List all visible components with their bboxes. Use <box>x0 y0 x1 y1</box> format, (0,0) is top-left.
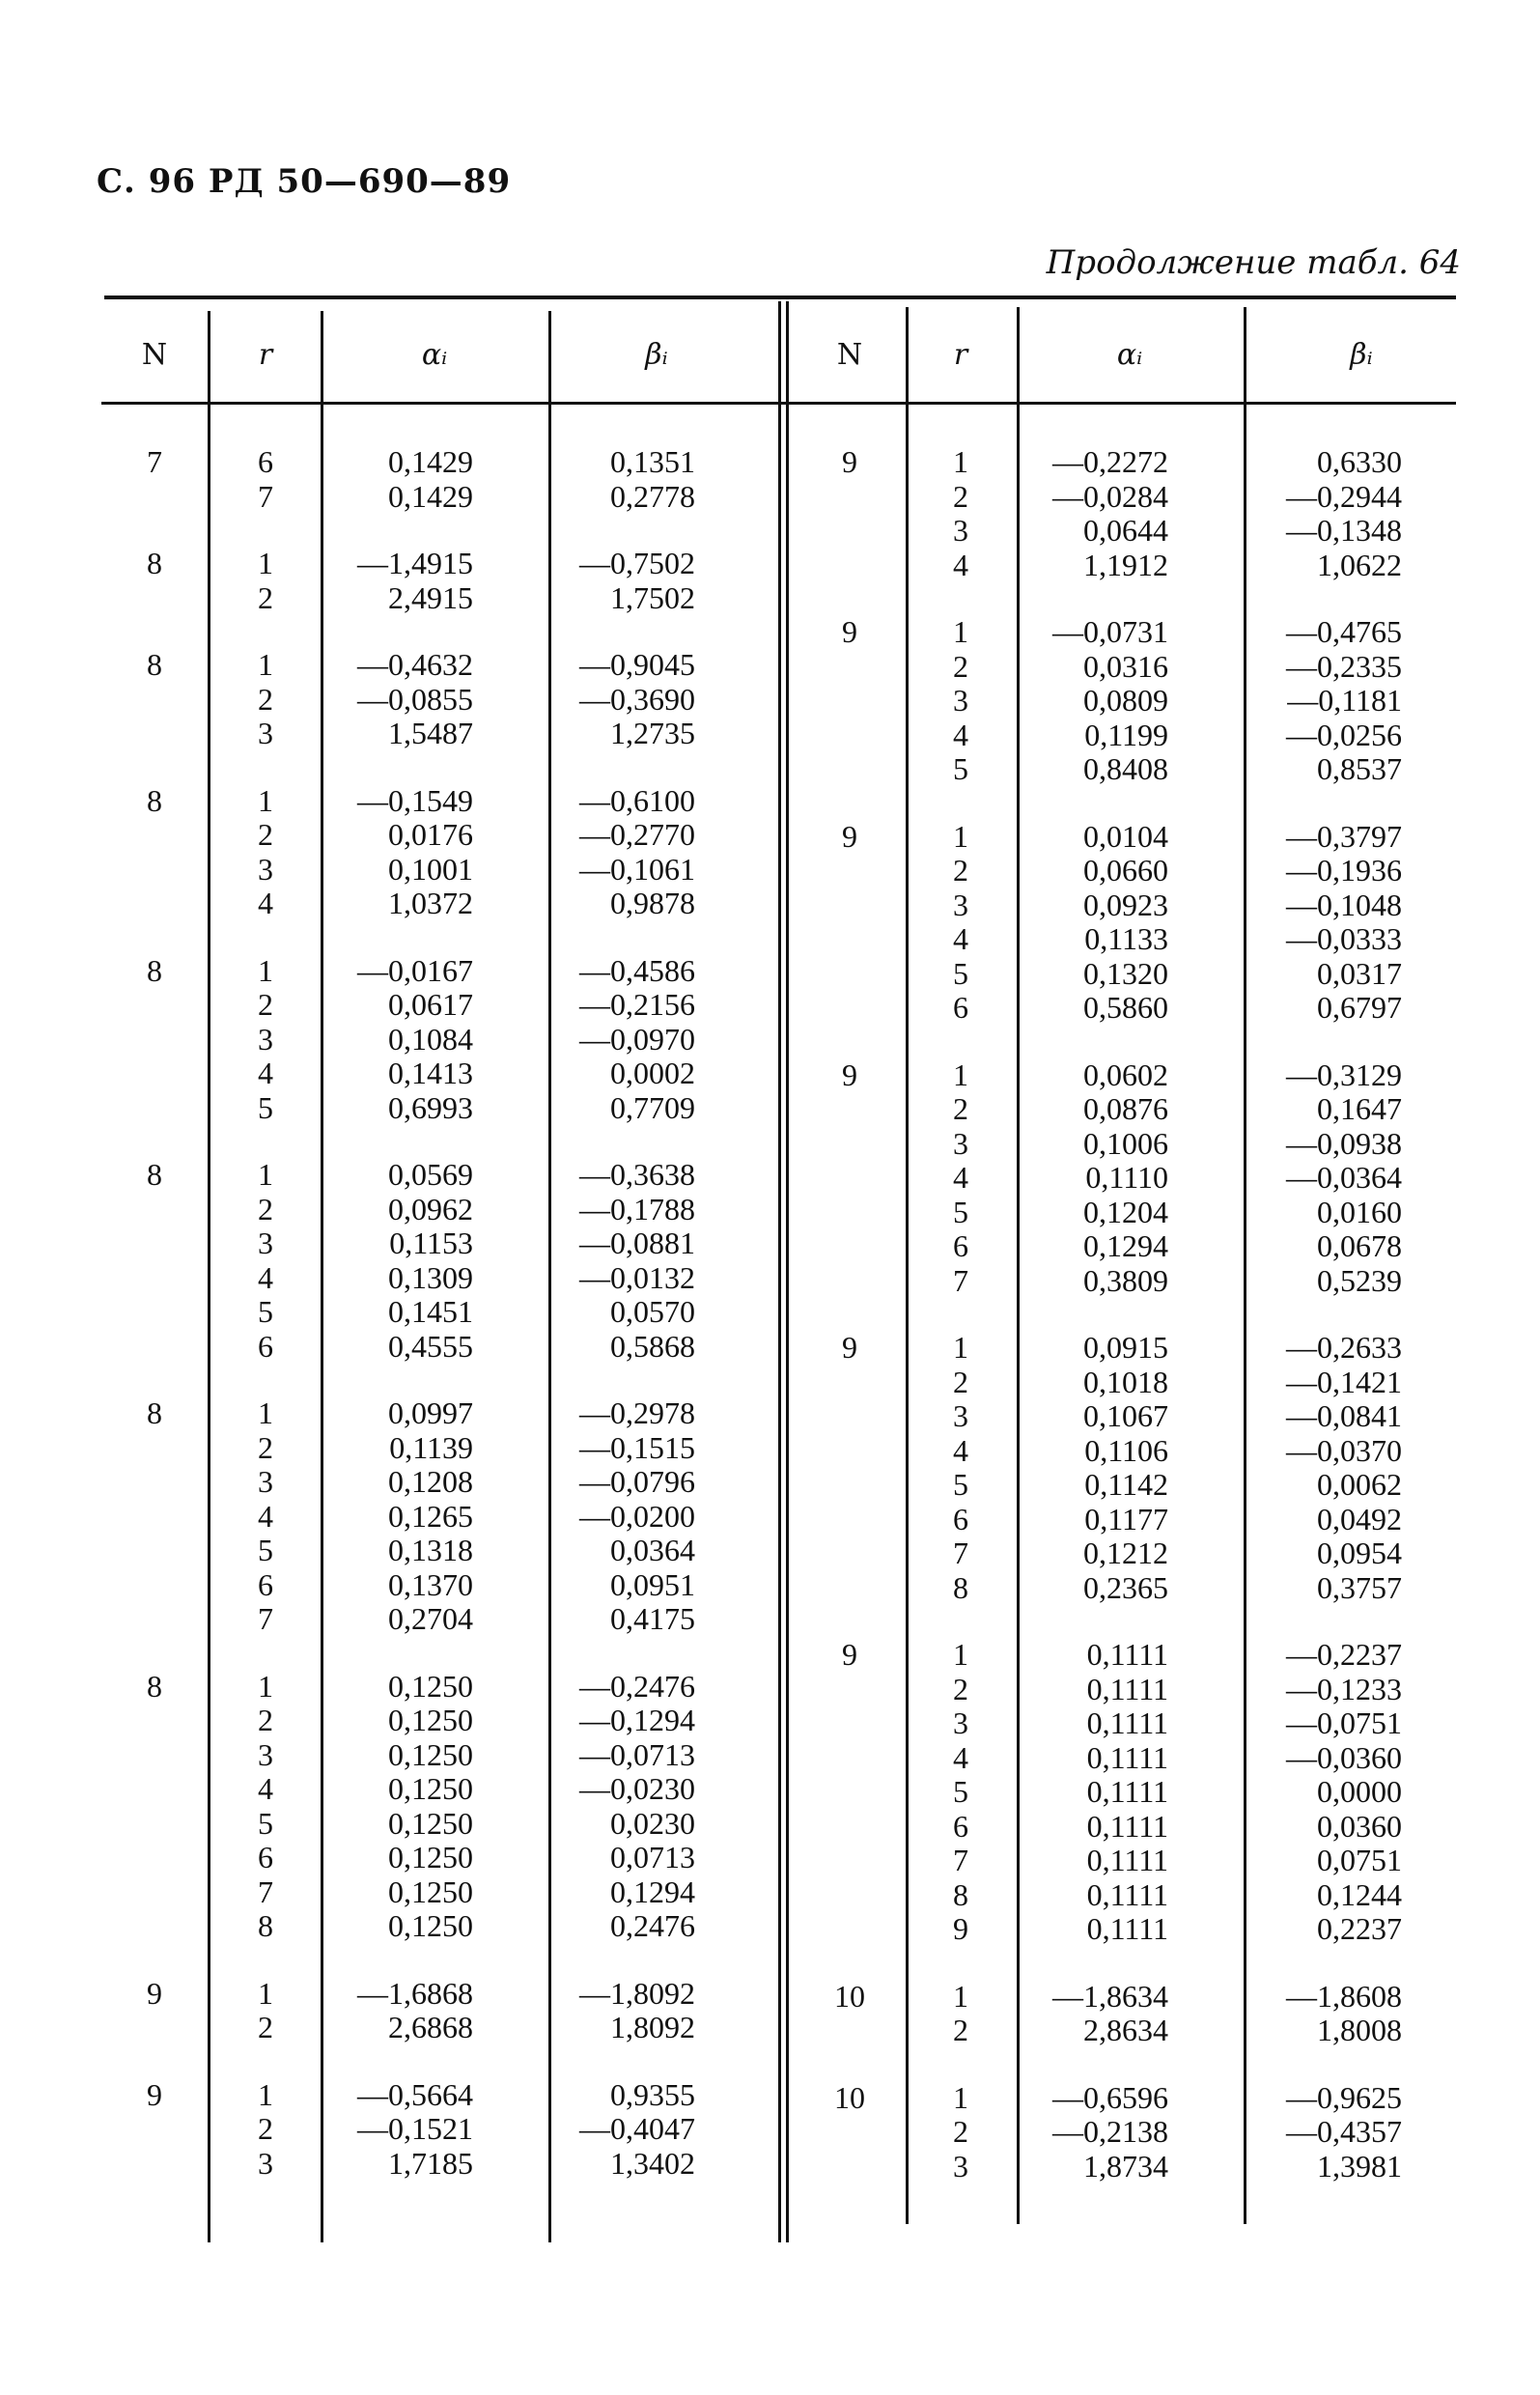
beta-value: 0,1294 <box>610 1874 695 1909</box>
beta-value: —0,1048 <box>1286 887 1402 922</box>
row-r-value: 4 <box>258 1498 273 1534</box>
beta-value: —0,3129 <box>1286 1057 1402 1092</box>
row-r-value: 2 <box>258 817 273 852</box>
row-r-value: 2 <box>953 2114 968 2149</box>
alpha-value: 1,5487 <box>388 716 473 750</box>
alpha-value: 0,0923 <box>1083 887 1168 922</box>
row-r-value: 8 <box>953 1569 968 1605</box>
row-r-value: 2 <box>953 648 968 684</box>
beta-value: 0,2778 <box>610 478 695 514</box>
beta-value: —0,0970 <box>579 1021 695 1057</box>
beta-value: —0,4765 <box>1286 614 1402 649</box>
alpha-value: 0,1111 <box>1086 1911 1168 1946</box>
row-r-value: 3 <box>258 1736 273 1772</box>
alpha-value: 0,1250 <box>388 1703 473 1737</box>
beta-value: 0,8537 <box>1317 751 1402 786</box>
alpha-value: —0,0855 <box>357 681 473 717</box>
alpha-value: 0,0962 <box>388 1191 473 1226</box>
alpha-value: 0,1250 <box>388 1805 473 1841</box>
beta-value: —0,7502 <box>579 546 695 580</box>
alpha-value: 0,1250 <box>388 1874 473 1909</box>
row-r-value: 1 <box>953 818 968 854</box>
beta-value: —0,2476 <box>579 1668 695 1704</box>
alpha-value: 0,1250 <box>388 1771 473 1806</box>
alpha-value: —1,4915 <box>357 546 473 580</box>
row-r-value: 2 <box>953 1364 968 1399</box>
row-r-value: 3 <box>258 716 273 750</box>
group-n-value: 8 <box>147 1395 162 1430</box>
table-continuation-caption: Продолжение табл. 64 <box>1046 243 1461 282</box>
alpha-value: 0,1153 <box>389 1226 473 1260</box>
beta-value: —0,0796 <box>579 1464 695 1499</box>
alpha-value: 0,1177 <box>1084 1501 1168 1536</box>
alpha-value: 0,0876 <box>1083 1091 1168 1126</box>
alpha-value: 0,1111 <box>1086 1876 1168 1912</box>
group-n-value: 8 <box>147 782 162 818</box>
row-r-value: 3 <box>953 1705 968 1740</box>
row-r-value: 1 <box>258 1395 273 1430</box>
beta-value: 0,0000 <box>1317 1774 1402 1809</box>
beta-value: 0,5868 <box>610 1328 695 1364</box>
beta-value: —0,0200 <box>579 1498 695 1534</box>
alpha-value: 0,1212 <box>1083 1536 1168 1570</box>
row-r-value: 1 <box>258 952 273 988</box>
alpha-value: 0,1067 <box>1083 1398 1168 1433</box>
beta-value: 0,3757 <box>1317 1569 1402 1605</box>
alpha-value: 0,1111 <box>1086 1843 1168 1877</box>
beta-value: —1,8092 <box>579 1975 695 2011</box>
alpha-value: —0,6596 <box>1052 2079 1168 2115</box>
beta-value: —1,8608 <box>1286 1978 1402 2014</box>
row-r-value: 7 <box>953 1843 968 1877</box>
beta-value: —0,0364 <box>1286 1160 1402 1195</box>
beta-value: —0,1421 <box>1286 1364 1402 1399</box>
beta-value: 0,0160 <box>1317 1194 1402 1229</box>
alpha-value: 0,1250 <box>388 1736 473 1772</box>
alpha-value: 0,1451 <box>388 1294 473 1329</box>
alpha-value: 0,1084 <box>388 1021 473 1057</box>
alpha-value: 0,1133 <box>1084 921 1168 956</box>
beta-value: —0,0132 <box>579 1259 695 1295</box>
alpha-value: 0,1111 <box>1086 1774 1168 1809</box>
beta-value: 0,1244 <box>1317 1876 1402 1912</box>
beta-value: 1,8008 <box>1317 2013 1402 2047</box>
alpha-value: —0,1549 <box>357 782 473 818</box>
row-r-value: 2 <box>258 1429 273 1465</box>
row-r-value: 5 <box>258 1089 273 1125</box>
alpha-value: 0,5860 <box>1083 990 1168 1025</box>
alpha-value: 0,1370 <box>388 1566 473 1602</box>
beta-value: —0,0751 <box>1286 1705 1402 1740</box>
row-r-value: 1 <box>258 2076 273 2112</box>
beta-value: —0,1181 <box>1287 683 1402 718</box>
row-r-value: 4 <box>953 1160 968 1195</box>
row-r-value: 2 <box>953 853 968 888</box>
row-r-value: 3 <box>258 1021 273 1057</box>
alpha-value: 0,1111 <box>1086 1739 1168 1775</box>
row-r-value: 3 <box>258 2145 273 2181</box>
row-r-value: 4 <box>258 886 273 920</box>
beta-value: —0,0333 <box>1286 921 1402 956</box>
alpha-value: 0,1106 <box>1084 1432 1168 1468</box>
row-r-value: 4 <box>258 1259 273 1295</box>
group-n-value: 10 <box>834 2079 865 2115</box>
row-r-value: 1 <box>258 1975 273 2011</box>
beta-value: —0,9625 <box>1286 2079 1402 2115</box>
col-header-alpha: αᵢ <box>421 338 448 372</box>
beta-value: —0,2770 <box>579 817 695 852</box>
row-r-value: 1 <box>953 1057 968 1092</box>
alpha-value: 0,4555 <box>388 1328 473 1364</box>
col-header-r: r <box>953 338 968 372</box>
row-r-value: 5 <box>258 1294 273 1329</box>
beta-value: 0,4175 <box>610 1601 695 1636</box>
alpha-value: 0,3809 <box>1083 1262 1168 1298</box>
alpha-value: 0,1018 <box>1083 1364 1168 1399</box>
row-r-value: 6 <box>953 1228 968 1263</box>
alpha-value: 0,1001 <box>388 851 473 887</box>
beta-value: —0,1294 <box>579 1703 695 1737</box>
alpha-value: 0,0176 <box>388 817 473 852</box>
alpha-value: 2,8634 <box>1083 2013 1168 2047</box>
group-n-value: 8 <box>147 1157 162 1192</box>
alpha-value: 0,0809 <box>1083 683 1168 718</box>
beta-value: 0,0951 <box>610 1566 695 1602</box>
row-r-value: 1 <box>258 782 273 818</box>
alpha-value: —0,2138 <box>1052 2114 1168 2149</box>
beta-value: 1,8092 <box>610 2010 695 2044</box>
alpha-value: 0,1111 <box>1086 1671 1168 1706</box>
alpha-value: —0,2272 <box>1052 444 1168 479</box>
alpha-value: 0,0569 <box>388 1157 473 1192</box>
alpha-value: 1,1912 <box>1083 547 1168 582</box>
col-header-beta: βᵢ <box>645 338 668 372</box>
alpha-value: 0,1208 <box>388 1464 473 1499</box>
beta-value: 0,0002 <box>610 1056 695 1090</box>
beta-value: 0,0713 <box>610 1840 695 1874</box>
row-r-value: 2 <box>953 1671 968 1706</box>
row-r-value: 2 <box>258 681 273 717</box>
row-r-value: 2 <box>258 1703 273 1737</box>
beta-value: 1,7502 <box>610 579 695 615</box>
beta-value: —0,0713 <box>579 1736 695 1772</box>
beta-value: —0,2944 <box>1286 478 1402 514</box>
alpha-value: 0,1294 <box>1083 1228 1168 1263</box>
beta-value: —0,1936 <box>1286 853 1402 888</box>
col-header-n: N <box>836 338 863 372</box>
group-n-value: 9 <box>842 1330 857 1365</box>
alpha-value: —0,4632 <box>357 647 473 682</box>
alpha-value: 1,7185 <box>388 2145 473 2181</box>
beta-value: 0,2476 <box>610 1908 695 1943</box>
column-divider-double <box>778 301 781 2242</box>
beta-value: 0,7709 <box>610 1089 695 1125</box>
alpha-value: 0,1111 <box>1086 1808 1168 1844</box>
alpha-value: 0,2704 <box>388 1601 473 1636</box>
beta-value: 0,0230 <box>610 1805 695 1841</box>
beta-value: 1,3981 <box>1317 2148 1402 2184</box>
beta-value: —0,0881 <box>579 1226 695 1260</box>
alpha-value: 0,1139 <box>389 1429 473 1465</box>
row-r-value: 1 <box>953 1637 968 1672</box>
beta-value: 0,1351 <box>610 444 695 479</box>
alpha-value: 0,1309 <box>388 1259 473 1295</box>
row-r-value: 7 <box>258 1601 273 1636</box>
row-r-value: 6 <box>953 1808 968 1844</box>
row-r-value: 3 <box>258 851 273 887</box>
alpha-value: —1,8634 <box>1052 1978 1168 2014</box>
row-r-value: 1 <box>258 546 273 580</box>
alpha-value: 0,8408 <box>1083 751 1168 786</box>
row-r-value: 7 <box>258 478 273 514</box>
row-r-value: 7 <box>953 1262 968 1298</box>
row-r-value: 1 <box>953 1330 968 1365</box>
alpha-value: 0,1142 <box>1084 1467 1168 1502</box>
row-r-value: 5 <box>258 1533 273 1567</box>
beta-value: —0,1061 <box>579 851 695 887</box>
alpha-value: —0,0284 <box>1052 478 1168 514</box>
row-r-value: 7 <box>953 1536 968 1570</box>
alpha-value: —0,0167 <box>357 952 473 988</box>
row-r-value: 6 <box>953 990 968 1025</box>
alpha-value: 1,8734 <box>1083 2148 1168 2184</box>
beta-value: 0,1647 <box>1317 1091 1402 1126</box>
alpha-value: 0,0997 <box>388 1395 473 1430</box>
beta-value: —0,0841 <box>1286 1398 1402 1433</box>
row-r-value: 5 <box>953 1194 968 1229</box>
alpha-value: 0,1429 <box>388 478 473 514</box>
row-r-value: 3 <box>953 1398 968 1433</box>
row-r-value: 4 <box>953 717 968 752</box>
alpha-value: 1,0372 <box>388 886 473 920</box>
alpha-value: 0,1250 <box>388 1908 473 1943</box>
row-r-value: 4 <box>953 1739 968 1775</box>
row-r-value: 2 <box>258 579 273 615</box>
alpha-value: 0,1199 <box>1084 717 1168 752</box>
beta-value: 0,2237 <box>1317 1911 1402 1946</box>
beta-value: —0,0256 <box>1286 717 1402 752</box>
alpha-value: 2,4915 <box>388 579 473 615</box>
row-r-value: 3 <box>953 683 968 718</box>
beta-value: —0,1515 <box>579 1429 695 1465</box>
group-n-value: 9 <box>147 2076 162 2112</box>
group-n-value: 8 <box>147 647 162 682</box>
beta-value: —0,1233 <box>1286 1671 1402 1706</box>
alpha-value: —0,0731 <box>1052 614 1168 649</box>
row-r-value: 8 <box>953 1876 968 1912</box>
row-r-value: 2 <box>258 2010 273 2044</box>
row-r-value: 5 <box>953 955 968 991</box>
alpha-value: 0,1111 <box>1086 1705 1168 1740</box>
row-r-value: 7 <box>258 1874 273 1909</box>
row-r-value: 2 <box>258 987 273 1022</box>
alpha-value: 0,1265 <box>388 1498 473 1534</box>
alpha-value: —0,5664 <box>357 2076 473 2112</box>
row-r-value: 5 <box>953 1467 968 1502</box>
group-n-value: 9 <box>842 614 857 649</box>
alpha-value: 0,1320 <box>1083 955 1168 991</box>
group-n-value: 9 <box>147 1975 162 2011</box>
beta-value: —0,6100 <box>579 782 695 818</box>
alpha-value: 0,2365 <box>1083 1569 1168 1605</box>
row-r-value: 3 <box>953 2148 968 2184</box>
group-n-value: 8 <box>147 1668 162 1704</box>
alpha-value: 0,1429 <box>388 444 473 479</box>
alpha-value: 0,1111 <box>1086 1637 1168 1672</box>
row-r-value: 4 <box>953 1432 968 1468</box>
row-r-value: 1 <box>258 1668 273 1704</box>
row-r-value: 2 <box>953 2013 968 2047</box>
col-header-r: r <box>258 338 273 372</box>
row-r-value: 1 <box>953 1978 968 2014</box>
beta-value: —0,3690 <box>579 681 695 717</box>
row-r-value: 5 <box>258 1805 273 1841</box>
row-r-value: 8 <box>258 1908 273 1943</box>
alpha-value: 0,0660 <box>1083 853 1168 888</box>
beta-value: 1,3402 <box>610 2145 695 2181</box>
beta-value: 0,9355 <box>610 2076 695 2112</box>
beta-value: 0,0062 <box>1317 1467 1402 1502</box>
row-r-value: 6 <box>258 1566 273 1602</box>
alpha-value: 0,0104 <box>1083 818 1168 854</box>
row-r-value: 5 <box>953 751 968 786</box>
row-r-value: 1 <box>258 647 273 682</box>
row-r-value: 4 <box>953 921 968 956</box>
row-r-value: 4 <box>258 1771 273 1806</box>
row-r-value: 1 <box>953 614 968 649</box>
alpha-value: 0,6993 <box>388 1089 473 1125</box>
beta-value: —0,4047 <box>579 2111 695 2146</box>
beta-value: 0,0678 <box>1317 1228 1402 1263</box>
row-r-value: 1 <box>258 1157 273 1192</box>
row-r-value: 9 <box>953 1911 968 1946</box>
beta-value: —0,2237 <box>1286 1637 1402 1672</box>
row-r-value: 1 <box>953 444 968 479</box>
beta-value: —0,4357 <box>1286 2114 1402 2149</box>
alpha-value: 0,0915 <box>1083 1330 1168 1365</box>
beta-value: 0,0317 <box>1317 955 1402 991</box>
row-r-value: 3 <box>953 1125 968 1161</box>
beta-value: 1,2735 <box>610 716 695 750</box>
row-r-value: 6 <box>258 444 273 479</box>
group-n-value: 7 <box>147 444 162 479</box>
alpha-value: 0,1250 <box>388 1840 473 1874</box>
beta-value: —0,1348 <box>1286 513 1402 548</box>
alpha-value: —0,1521 <box>357 2111 473 2146</box>
beta-value: —0,1788 <box>579 1191 695 1226</box>
beta-value: 0,0492 <box>1317 1501 1402 1536</box>
col-header-beta: βᵢ <box>1350 338 1373 372</box>
row-r-value: 2 <box>258 1191 273 1226</box>
group-n-value: 9 <box>842 1057 857 1092</box>
row-r-value: 6 <box>953 1501 968 1536</box>
row-r-value: 3 <box>258 1226 273 1260</box>
beta-value: 0,0751 <box>1317 1843 1402 1877</box>
group-n-value: 8 <box>147 952 162 988</box>
alpha-value: 0,0316 <box>1083 648 1168 684</box>
row-r-value: 4 <box>258 1056 273 1090</box>
row-r-value: 2 <box>953 1091 968 1126</box>
alpha-value: 0,0644 <box>1083 513 1168 548</box>
alpha-value: 2,6868 <box>388 2010 473 2044</box>
alpha-value: 0,1250 <box>388 1668 473 1704</box>
beta-value: 0,0364 <box>610 1533 695 1567</box>
alpha-value: 0,0602 <box>1083 1057 1168 1092</box>
beta-value: —0,3797 <box>1286 818 1402 854</box>
beta-value: —0,2978 <box>579 1395 695 1430</box>
alpha-value: 0,1006 <box>1083 1125 1168 1161</box>
alpha-value: 0,0617 <box>388 987 473 1022</box>
row-r-value: 2 <box>258 2111 273 2146</box>
alpha-value: 0,1204 <box>1083 1194 1168 1229</box>
row-r-value: 3 <box>953 887 968 922</box>
row-r-value: 6 <box>258 1328 273 1364</box>
column-divider-double <box>786 301 789 2242</box>
beta-value: —0,2156 <box>579 987 695 1022</box>
beta-value: 0,0954 <box>1317 1536 1402 1570</box>
beta-value: —0,0370 <box>1286 1432 1402 1468</box>
group-n-value: 8 <box>147 546 162 580</box>
alpha-value: 0,1318 <box>388 1533 473 1567</box>
group-n-value: 10 <box>834 1978 865 2014</box>
beta-value: —0,0230 <box>579 1771 695 1806</box>
alpha-value: 0,1110 <box>1085 1160 1168 1195</box>
group-n-value: 9 <box>842 1637 857 1672</box>
row-r-value: 4 <box>953 547 968 582</box>
alpha-value: —1,6868 <box>357 1975 473 2011</box>
group-n-value: 9 <box>842 444 857 479</box>
beta-value: —0,0360 <box>1286 1739 1402 1775</box>
beta-value: —0,2335 <box>1286 648 1402 684</box>
beta-value: —0,3638 <box>579 1157 695 1192</box>
beta-value: 0,0360 <box>1317 1808 1402 1844</box>
beta-value: —0,9045 <box>579 647 695 682</box>
beta-value: 0,0570 <box>610 1294 695 1329</box>
beta-value: —0,2633 <box>1286 1330 1402 1365</box>
beta-value: 0,6797 <box>1317 990 1402 1025</box>
beta-value: 0,9878 <box>610 886 695 920</box>
row-r-value: 5 <box>953 1774 968 1809</box>
beta-value: 1,0622 <box>1317 547 1402 582</box>
row-r-value: 1 <box>953 2079 968 2115</box>
alpha-value: 0,1413 <box>388 1056 473 1090</box>
page-header: С. 96 РД 50—690—89 <box>97 162 512 201</box>
col-header-n: N <box>141 338 168 372</box>
table-top-rule <box>104 296 1456 299</box>
column-divider <box>208 311 210 2242</box>
group-n-value: 9 <box>842 818 857 854</box>
beta-value: —0,0938 <box>1286 1125 1402 1161</box>
column-divider <box>906 307 909 2224</box>
beta-value: 0,5239 <box>1317 1262 1402 1298</box>
row-r-value: 3 <box>953 513 968 548</box>
row-r-value: 2 <box>953 478 968 514</box>
row-r-value: 6 <box>258 1840 273 1874</box>
beta-value: —0,4586 <box>579 952 695 988</box>
beta-value: 0,6330 <box>1317 444 1402 479</box>
col-header-alpha: αᵢ <box>1116 338 1143 372</box>
row-r-value: 3 <box>258 1464 273 1499</box>
